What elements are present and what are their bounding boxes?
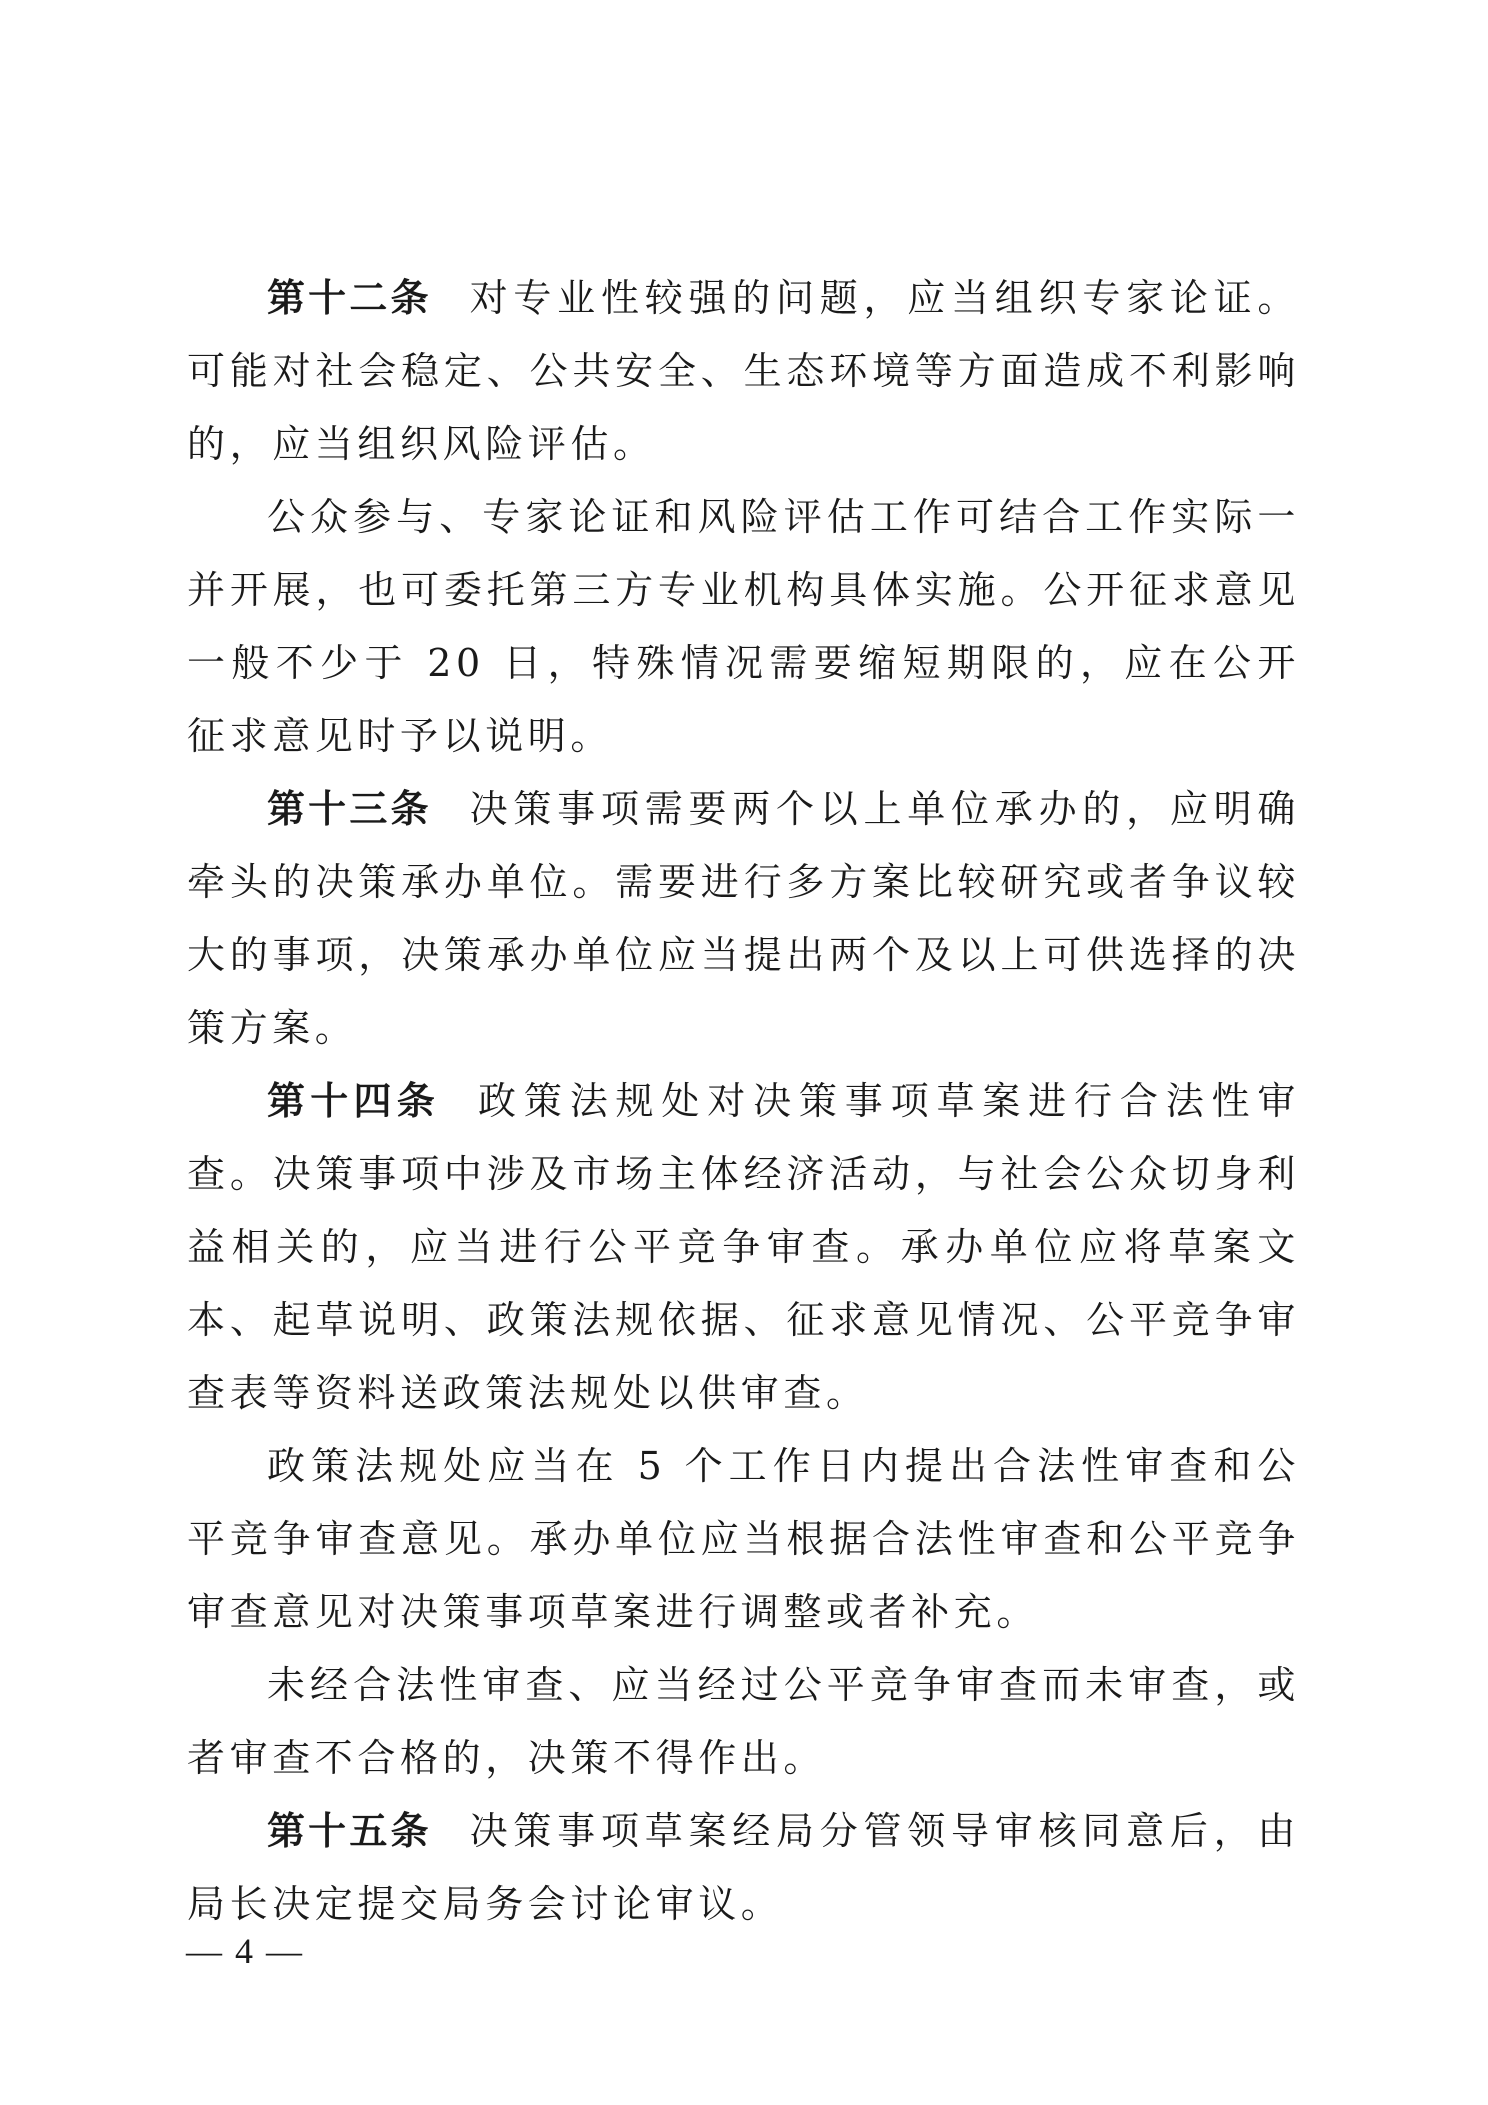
article-heading: 第十五条 (267, 1809, 432, 1853)
paragraph (187, 1649, 1300, 1795)
paragraph (187, 481, 1300, 773)
paragraph-text: 未经合法性审查、应当经过公平竞争审查而未审查，或者审查不合格的，决策不得作出。 (187, 1663, 1300, 1780)
page-number: — 4 — (186, 1931, 304, 1971)
paragraph-article-15 (187, 1795, 1300, 1941)
paragraph-text: 政策法规处对决策事项草案进行合法性审查。决策事项中涉及市场主体经济活动，与社会公众切身利益相关的，应当进行公平竞争审查。承办单位应将草案文本、起草说明、政策法规依据、征求意见情况、公平竞争审查表等资料送政策法规处以供审查。 (187, 1079, 1300, 1415)
paragraph-article-14 (187, 1065, 1300, 1430)
paragraph-text: 对专业性较强的问题，应当组织专家论证。可能对社会稳定、公共安全、生态环境等方面造成不利影响的，应当组织风险评估。 (187, 276, 1300, 466)
article-heading: 第十二条 (267, 276, 432, 320)
paragraph-text: 公众参与、专家论证和风险评估工作可结合工作实际一并开展，也可委托第三方专业机构具体实施。公开征求意见一般不少于 20 日，特殊情况需要缩短期限的，应在公开征求意见时予以说明。 (187, 495, 1300, 758)
article-heading: 第十三条 (267, 787, 432, 831)
paragraph (187, 1430, 1300, 1649)
paragraph-text: 决策事项需要两个以上单位承办的，应明确牵头的决策承办单位。需要进行多方案比较研究或者争议较大的事项，决策承办单位应当提出两个及以上可供选择的决策方案。 (187, 787, 1300, 1050)
article-heading: 第十四条 (267, 1079, 440, 1123)
paragraph-text: 决策事项草案经局分管领导审核同意后，由局长决定提交局务会讨论审议。 (187, 1809, 1300, 1926)
paragraph-text: 政策法规处应当在 5 个工作日内提出合法性审查和公平竞争审查意见。承办单位应当根据合法性审查和公平竞争审查意见对决策事项草案进行调整或者补充。 (187, 1444, 1300, 1634)
paragraph-article-13 (187, 773, 1300, 1065)
document-body (187, 262, 1300, 1941)
paragraph-article-12 (187, 262, 1300, 481)
